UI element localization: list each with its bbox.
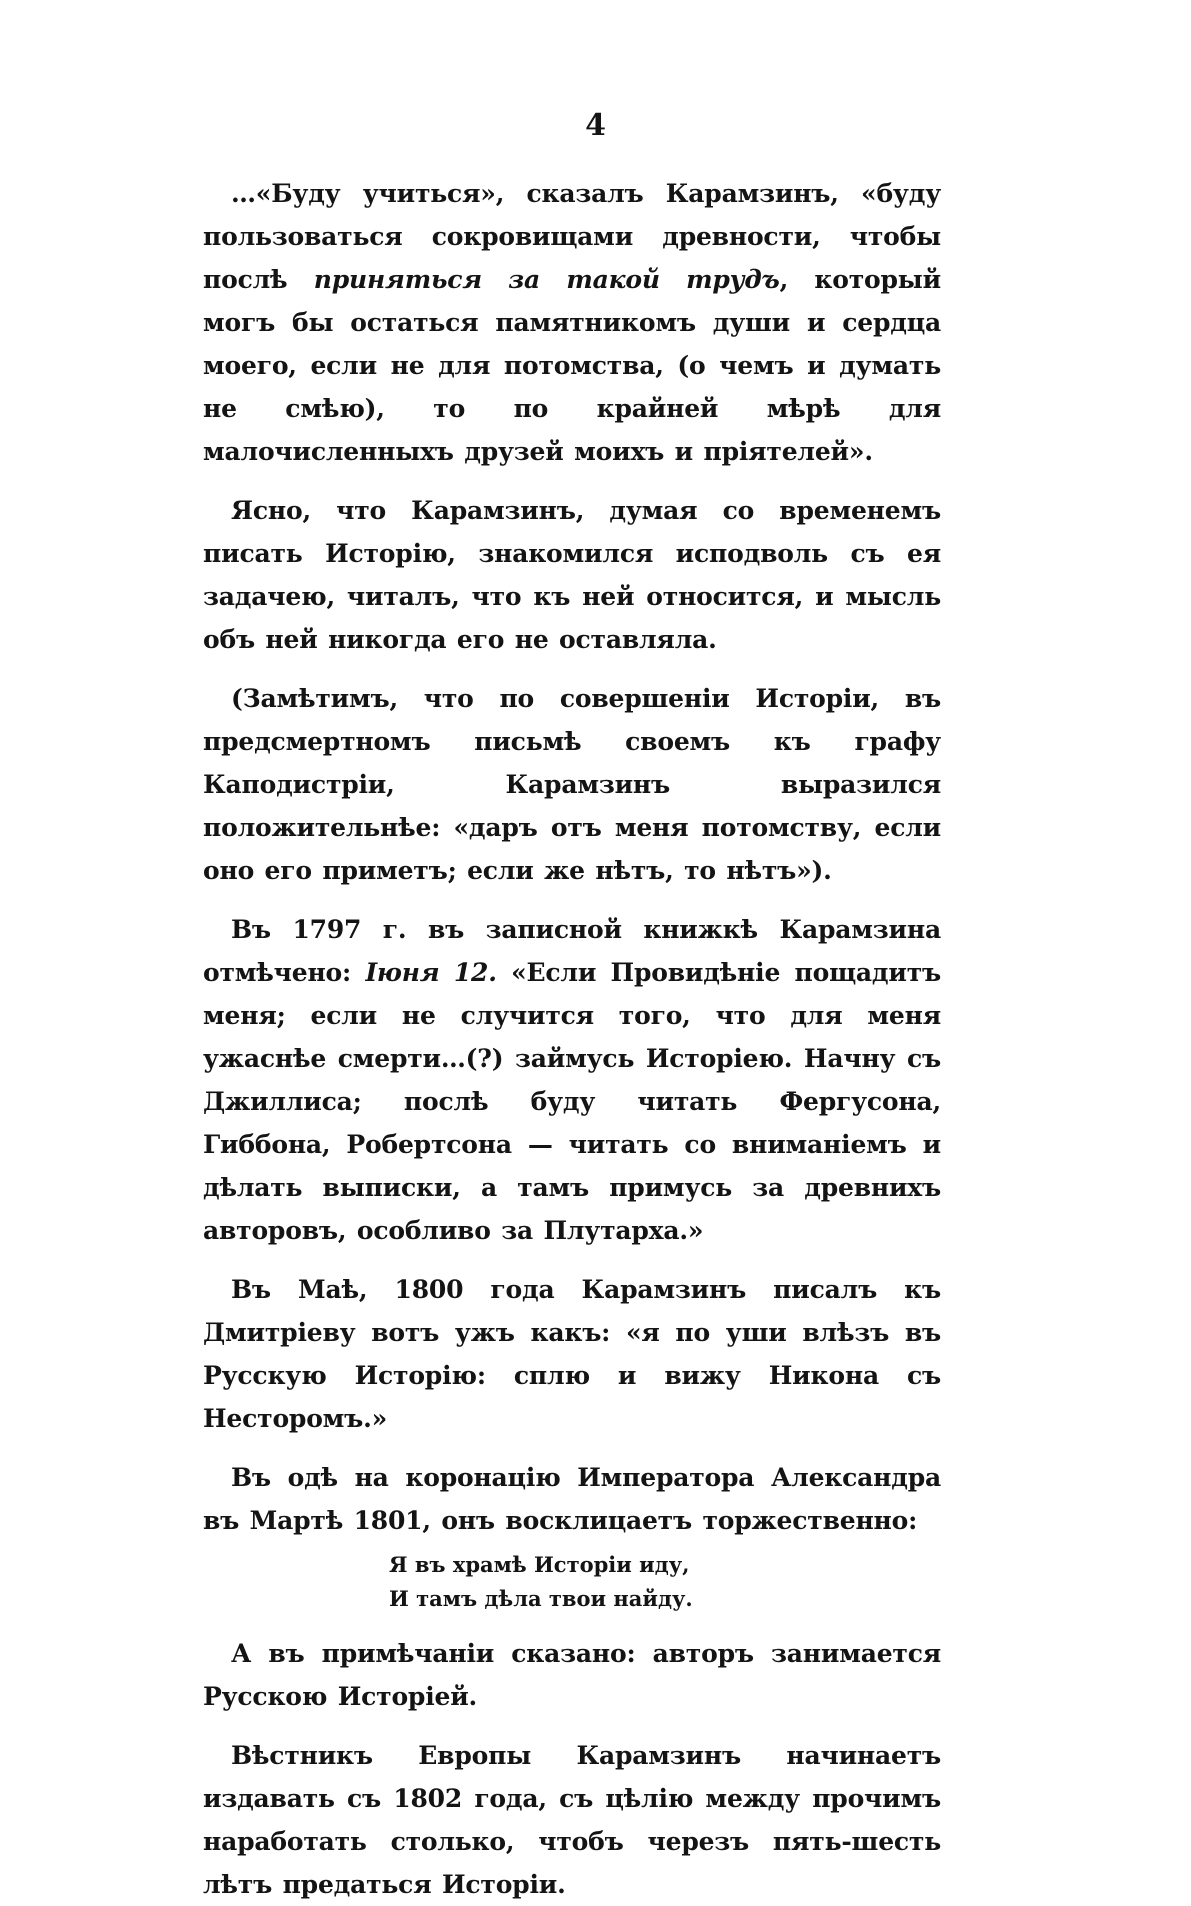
text-segment: , который могъ бы остаться памятникомъ души и сердца моего, если не для потомства, (о чемъ и думать не смѣю), то по крайней мѣрѣ для малочисленныхъ друзей моихъ и пріятелей».: [203, 265, 941, 466]
paragraphs-before-verse: [203, 172, 941, 1542]
text-segment: Въ Маѣ, 1800 года Карамзинъ писалъ къ Дмитріеву вотъ ужъ какъ: «я по уши влѣзъ въ Русскую Исторію: сплю и вижу Никона съ Несторомъ.»: [203, 1275, 941, 1433]
paragraph-p6: [203, 1456, 941, 1542]
verse-quote: [389, 1548, 941, 1616]
text-segment: …«Буду учиться», сказалъ Карамзинъ, «буду пользоваться сокровищами древности, чтобы послѣ: [203, 179, 941, 294]
paragraphs-after-verse: [203, 1632, 941, 1906]
italic-text: приняться за такой трудъ: [313, 265, 780, 294]
text-segment: Ясно, что Карамзинъ, думая со временемъ писать Исторію, знакомился исподволь съ ея задачею, читалъ, что къ ней относится, и мысль объ ней никогда его не оставляла.: [203, 496, 941, 654]
verse-line: И тамъ дѣла твои найду.: [389, 1586, 693, 1611]
verse-line: Я въ храмѣ Исторіи иду,: [389, 1552, 690, 1577]
text-segment: Въ 1797 г. въ записной книжкѣ Карамзина отмѣчено:: [203, 915, 941, 987]
body-text: [203, 172, 941, 1906]
paragraph-p2: [203, 489, 941, 661]
paragraph-p4: [203, 908, 941, 1252]
paragraph-p8: [203, 1734, 941, 1906]
text-segment: А въ примѣчаніи сказано: авторъ занимается Русскою Исторіей.: [203, 1639, 941, 1711]
page-number: 4: [585, 108, 606, 143]
paragraph-p1: [203, 172, 941, 473]
paragraph-p7: [203, 1632, 941, 1718]
paragraph-p5: [203, 1268, 941, 1440]
italic-text: Іюня 12.: [365, 958, 497, 987]
text-segment: Вѣстникъ Европы Карамзинъ начинаетъ издавать съ 1802 года, съ цѣлію между прочимъ наработать столько, чтобъ черезъ пять-шесть лѣтъ предаться Исторіи.: [203, 1741, 941, 1899]
text-segment: «Если Провидѣніе пощадитъ меня; если не случится того, что для меня ужаснѣе смерти…(?) займусь Исторіею. Начну съ Джиллиса; послѣ буду читать Фергусона, Гиббона, Робертсона — читать со вниманіемъ и дѣлать выписки, а тамъ примусь за древнихъ авторовъ, особливо за Плутарха.»: [203, 958, 942, 1245]
paragraph-p3: [203, 677, 941, 892]
text-segment: (Замѣтимъ, что по совершеніи Исторіи, въ предсмертномъ письмѣ своемъ къ графу Каподистріи, Карамзинъ выразился положительнѣе: «даръ отъ меня потомству, если оно его приметъ; если же нѣтъ, то нѣтъ»).: [203, 684, 941, 885]
text-segment: Въ одѣ на коронацію Императора Александра въ Мартѣ 1801, онъ восклицаетъ торжественно:: [203, 1463, 941, 1535]
